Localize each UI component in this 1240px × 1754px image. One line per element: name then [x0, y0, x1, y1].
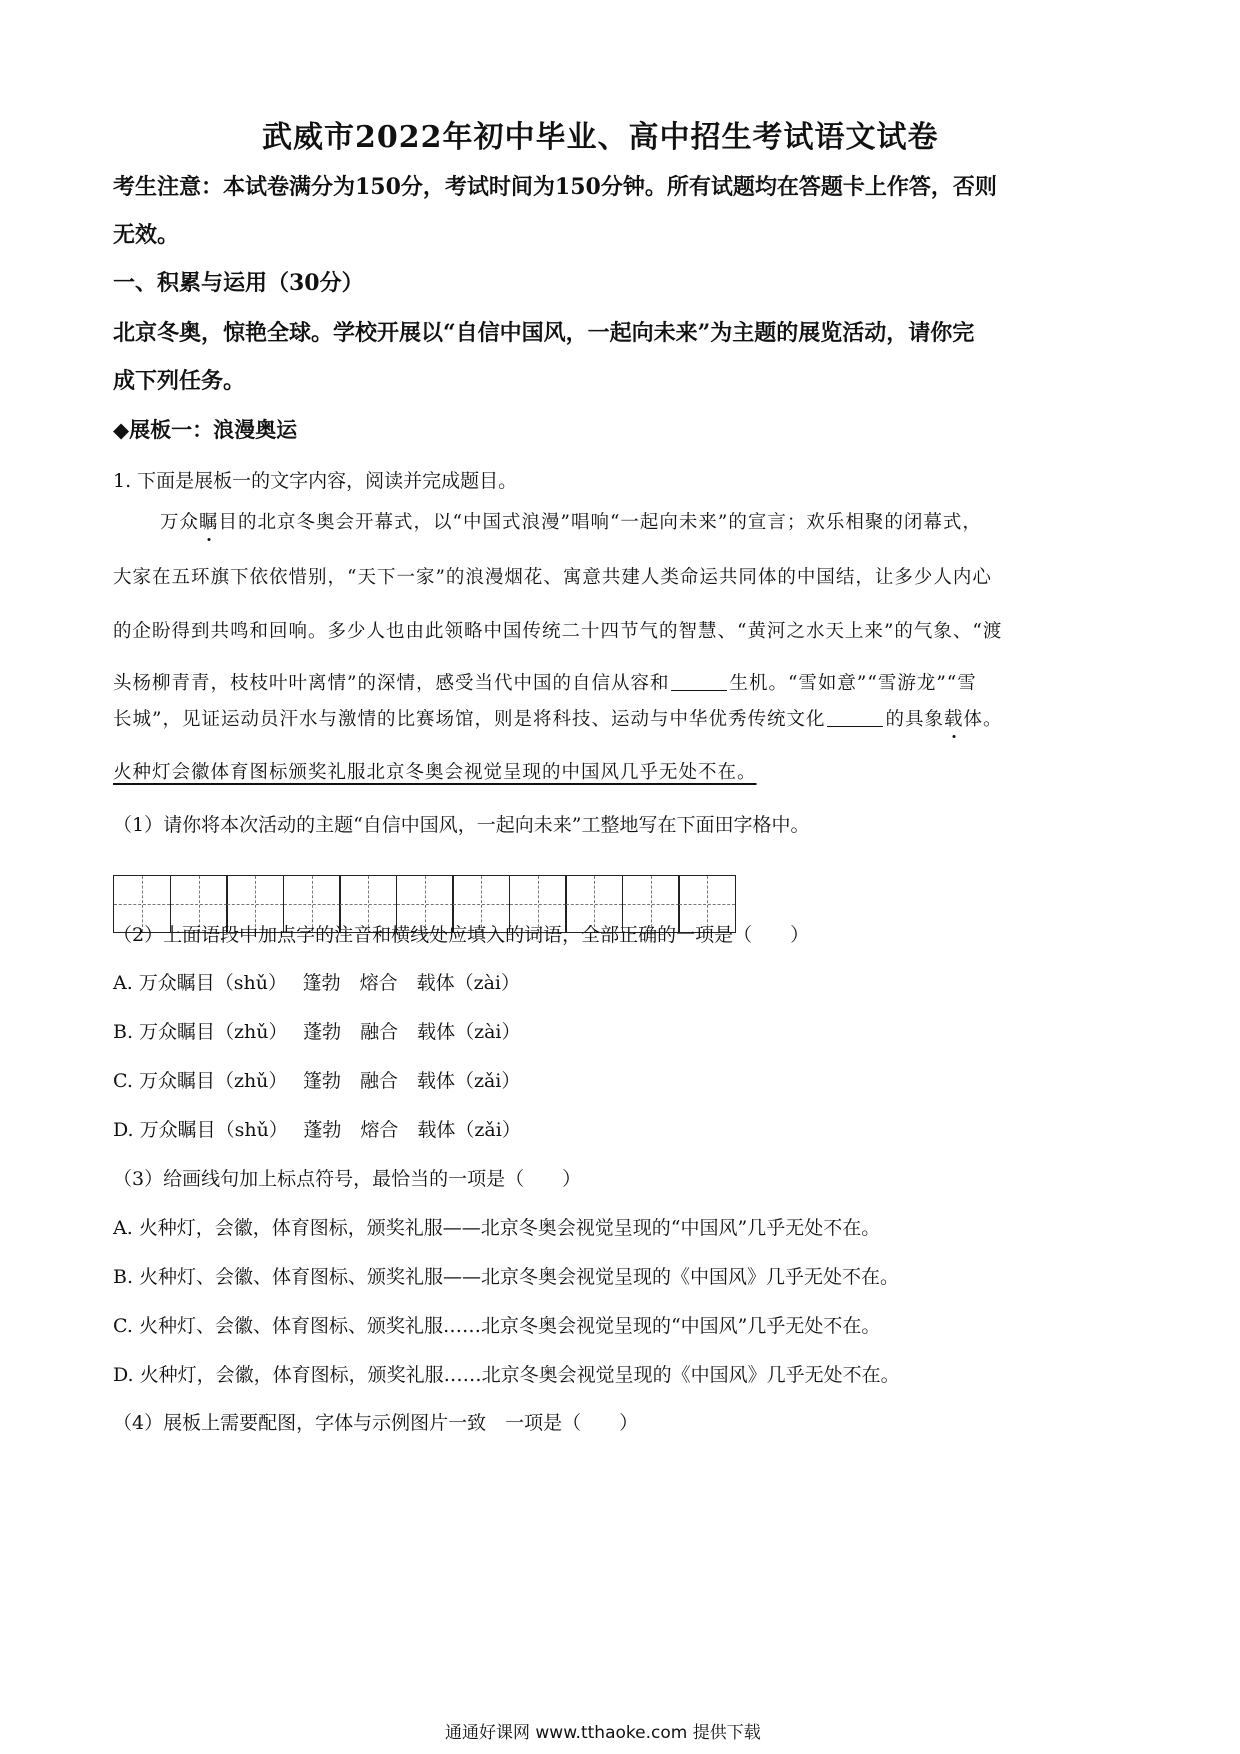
board-heading: ◆展板一：浪漫奥运	[113, 417, 298, 442]
fill-blank-1	[671, 672, 727, 692]
dotted-char: 瞩	[199, 508, 219, 534]
page-title: 武威市2022年初中毕业、高中招生考试语文试卷	[262, 120, 939, 155]
underlined-sentence: 火种灯会徽体育图标颁奖礼服北京冬奥会视觉呈现的中国风几乎无处不在。	[113, 762, 757, 783]
intro-line-1: 北京冬奥，惊艳全球。学校开展以“自信中国风，一起向未来”为主题的展览活动，请你完	[113, 320, 975, 346]
passage-text: 体。	[963, 709, 1003, 730]
option-a: A. 万众瞩目（shǔ） 篷勃 熔合 载体（zài）	[113, 972, 520, 994]
passage-line-2: 大家在五环旗下依依惜别，“天下一家”的浪漫烟花、寓意共建人类命运共同体的中国结，让多少人内心	[113, 567, 992, 588]
option-c: C. 火种灯、会徽、体育图标、颁奖礼服……北京冬奥会视觉呈现的“中国风”几乎无处不在。	[113, 1315, 881, 1337]
passage-text: 目的北京冬奥会开幕式，以“中国式浪漫”唱响“一起向未来”的宣言；欢乐相聚的闭幕式，	[218, 512, 982, 533]
intro-line-2: 成下列任务。	[113, 368, 246, 394]
option-a: A. 火种灯，会徽，体育图标，颁奖礼服——北京冬奥会视觉呈现的“中国风”几乎无处不在。	[113, 1217, 881, 1239]
dotted-char: 载	[944, 705, 964, 731]
question-1-3: （3）给画线句加上标点符号，最恰当的一项是（ ）	[113, 1168, 582, 1190]
passage-text: 的具象	[885, 709, 944, 730]
passage-line-5	[113, 705, 1003, 731]
passage-text: 头杨柳青青，枝枝叶叶离情”的深情，感受当代中国的自信从容和	[113, 673, 670, 694]
question-1-2: （2）上面语段中加点字的注音和横线处应填入的词语，全部正确的一项是（ ）	[113, 924, 810, 946]
option-c: C. 万众瞩目（zhǔ） 篷勃 融合 载体（zǎi）	[113, 1070, 521, 1092]
fill-blank-2	[827, 708, 883, 728]
notice-line-2: 无效。	[113, 222, 180, 248]
passage-text: 生机。“雪如意”“雪游龙”“雪	[729, 673, 977, 694]
passage-line-4	[113, 669, 977, 695]
footer-credit: 通通好课网 www.tthaoke.com 提供下载	[445, 1723, 761, 1743]
passage-text: 长城”，见证运动员汗水与激情的比赛场馆，则是将科技、运动与中华优秀传统文化	[113, 709, 826, 730]
option-d: D. 万众瞩目（shǔ） 蓬勃 熔合 载体（zǎi）	[113, 1119, 521, 1141]
question-1-4: （4）展板上需要配图，字体与示例图片一致 一项是（ ）	[113, 1412, 639, 1434]
section-heading: 一、积累与运用（30分）	[113, 270, 364, 296]
question-1: 1. 下面是展板一的文字内容，阅读并完成题目。	[113, 470, 518, 492]
option-b: B. 火种灯、会徽、体育图标、颁奖礼服——北京冬奥会视觉呈现的《中国风》几乎无处不在。	[113, 1266, 900, 1288]
passage-text: 万众	[160, 512, 200, 533]
option-d: D. 火种灯，会徽，体育图标，颁奖礼服……北京冬奥会视觉呈现的《中国风》几乎无处不在。	[113, 1364, 900, 1386]
option-b: B. 万众瞩目（zhǔ） 蓬勃 融合 载体（zài）	[113, 1021, 521, 1043]
notice-line-1: 考生注意：本试卷满分为150分，考试时间为150分钟。所有试题均在答题卡上作答，否则	[113, 174, 997, 200]
question-1-1: （1）请你将本次活动的主题“自信中国风，一起向未来”工整地写在下面田字格中。	[113, 814, 810, 836]
passage-line-3: 的企盼得到共鸣和回响。多少人也由此领略中国传统二十四节气的智慧、“黄河之水天上来”的气象、“渡	[113, 621, 1003, 642]
passage-line-1	[160, 508, 982, 534]
